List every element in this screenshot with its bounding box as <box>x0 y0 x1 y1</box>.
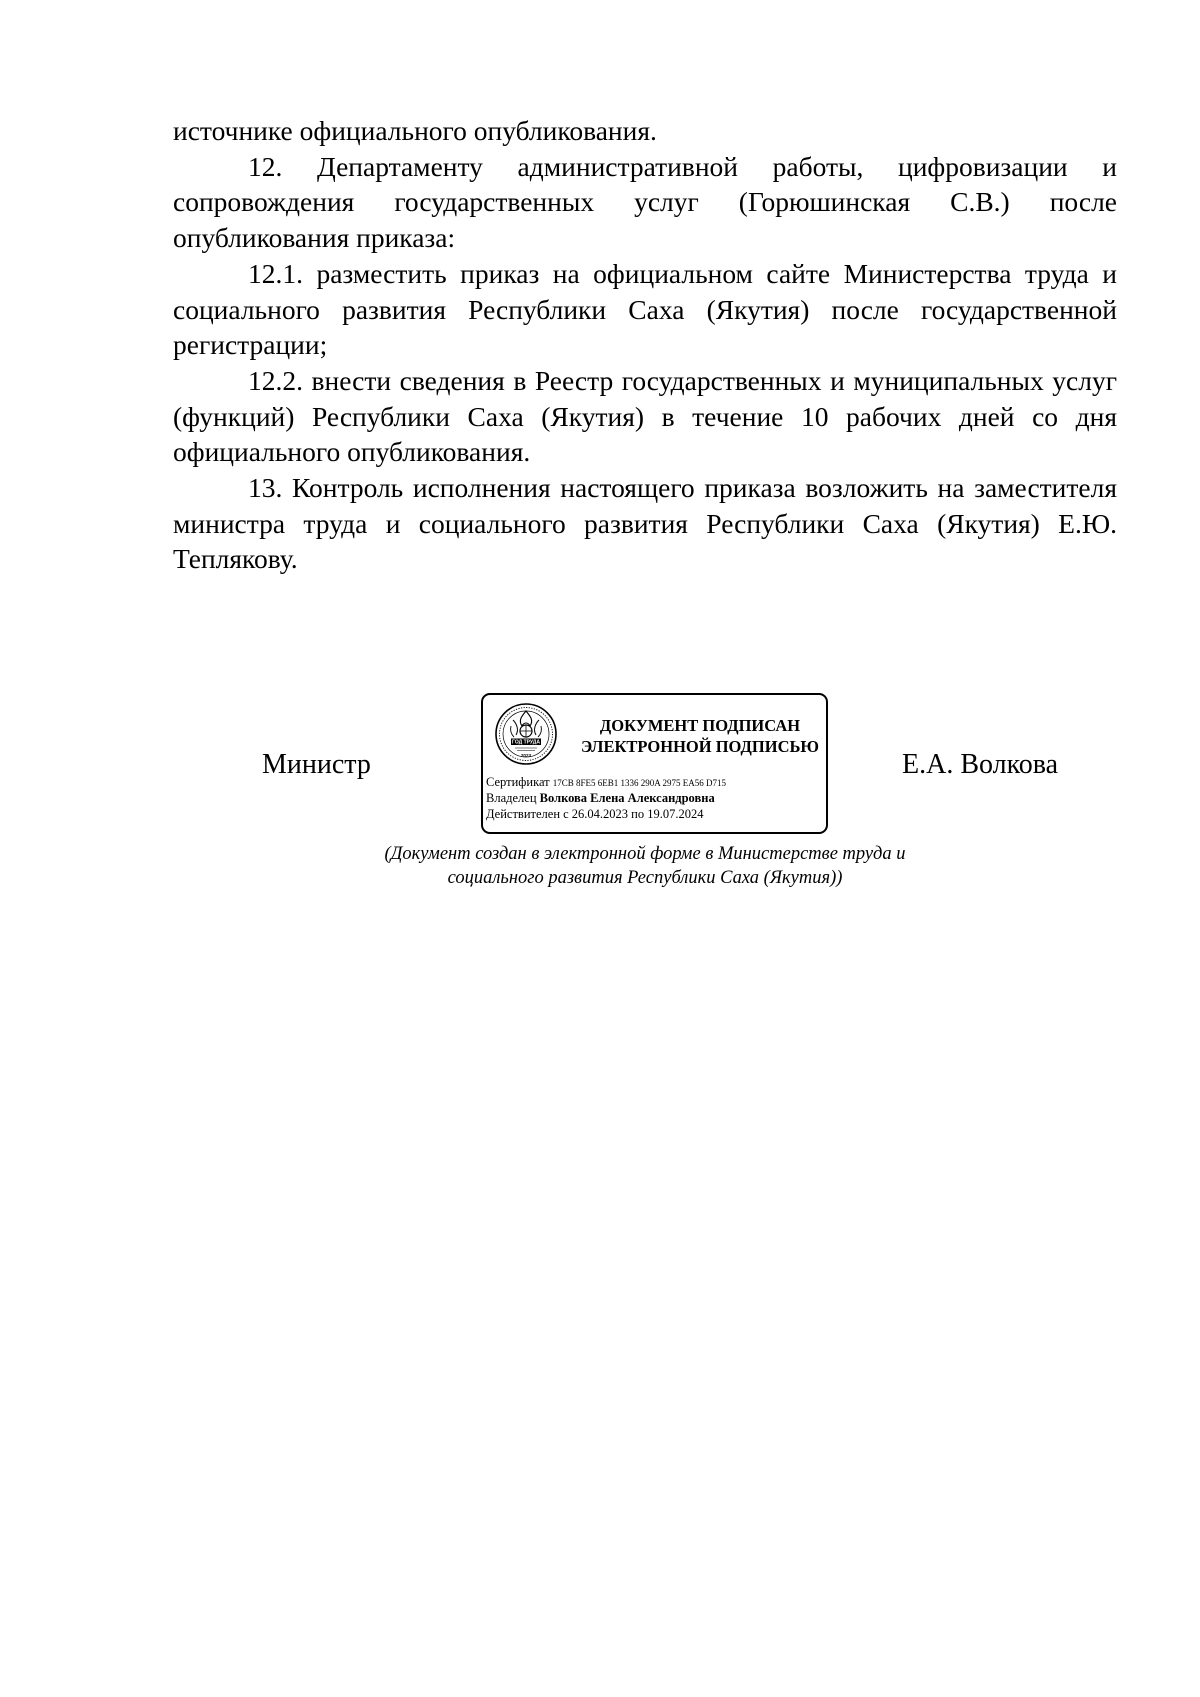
stamp-validity-line: Действителен с 26.04.2023 по 19.07.2024 <box>486 807 704 821</box>
owner-label: Владелец <box>486 791 537 805</box>
year-of-labor-seal-icon <box>494 702 558 766</box>
electronic-signature-stamp <box>481 693 828 834</box>
footer-note-line-1: (Документ создан в электронной форме в Министерстве труда и <box>384 844 906 864</box>
stamp-certificate-line <box>486 775 726 790</box>
owner-value: Волкова Елена Александровна <box>539 791 715 805</box>
certificate-label: Сертификат <box>486 775 550 789</box>
signer-position: Министр <box>262 749 371 780</box>
footer-note-line-2: социального развития Республики Саха (Якутия)) <box>447 868 843 888</box>
svg-text:ГОД ТРУДА: ГОД ТРУДА <box>512 739 540 746</box>
stamp-heading <box>575 715 825 757</box>
document-body <box>173 113 1117 577</box>
paragraph-continuation: источнике официального опубликования. <box>173 115 657 146</box>
svg-text:2023: 2023 <box>520 753 532 758</box>
stamp-heading-line-2: ЭЛЕКТРОННОЙ ПОДПИСЬЮ <box>581 737 819 756</box>
electronic-origin-note <box>290 842 1000 890</box>
stamp-owner-line <box>486 791 715 805</box>
signer-name: Е.А. Волкова <box>902 749 1059 780</box>
paragraph-item-12-2: 12.2. внести сведения в Реестр государственных и муниципальных услуг (функций) Республики Саха (Якутия) в течение 10 рабочих дней со дня официального опубликования. <box>173 364 1117 468</box>
paragraph-item-12-1: 12.1. разместить приказ на официальном сайте Министерства труда и социального развития Республики Саха (Якутия) после государственной регистрации; <box>173 257 1117 361</box>
paragraph-item-13: 13. Контроль исполнения настоящего приказа возложить на заместителя министра труда и социального развития Республики Саха (Якутия) Е.Ю. Теплякову. <box>173 472 1117 575</box>
certificate-value: 17CB 8FE5 6EB1 1336 290A 2975 EA56 D715 <box>552 778 727 788</box>
paragraph-item-12: 12. Департаменту административной работы, цифровизации и сопровождения государственных услуг (Горюшинская С.В.) после опубликования приказа: <box>173 150 1117 254</box>
stamp-heading-line-1: ДОКУМЕНТ ПОДПИСАН <box>599 716 801 735</box>
